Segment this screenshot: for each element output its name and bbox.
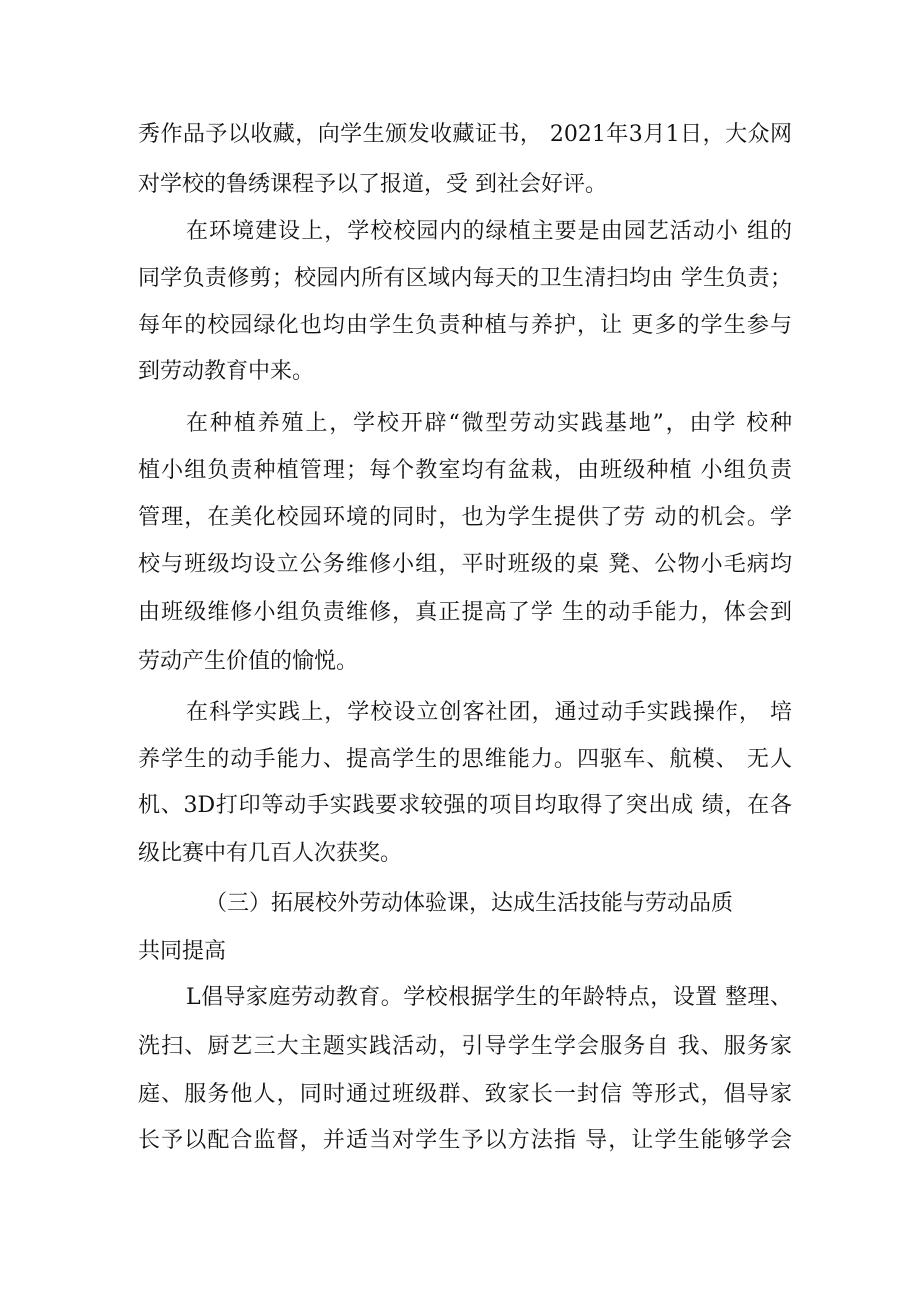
paragraph-line: 在种植养殖上，学校开辟“微型劳动实践基地”，由学 校种	[186, 411, 792, 436]
paragraph-line: 洗扫、厨艺三大主题实践活动，引导学生学会服务自 我、服务家	[138, 1034, 792, 1059]
paragraph-line: 校与班级均设立公务维修小组，平时班级的桌 凳、公物小毛病均	[138, 552, 792, 577]
paragraph-line: 到劳动教育中来。	[138, 359, 315, 384]
paragraph-line: 每年的校园绿化也均由学生负责种植与养护，让 更多的学生参与	[138, 313, 792, 338]
paragraph-line: 劳动产生价值的愉悦。	[138, 649, 359, 674]
section-heading-continuation: 共同提高	[138, 939, 227, 964]
paragraph-line: 秀作品予以收藏，向学生颁发收藏证书， 2021年3月1日，大众网	[138, 122, 792, 147]
paragraph-line: 在环境建设上，学校校园内的绿植主要是由园艺活动小 组的	[186, 219, 792, 244]
paragraph-line: 养学生的动手能力、提高学生的思维能力。四驱车、航模、 无人	[138, 747, 792, 772]
paragraph-line: 同学负责修剪；校园内所有区域内每天的卫生清扫均由 学生负责；	[138, 266, 792, 291]
paragraph-line: L倡导家庭劳动教育。学校根据学生的年龄特点，设置 整理、	[186, 985, 792, 1010]
paragraph-line: 级比赛中有几百人次获奖。	[138, 841, 403, 866]
paragraph-line: 长予以配合监督，并适当对学生予以方法指 导，让学生能够学会	[138, 1128, 792, 1153]
paragraph-line: 植小组负责种植管理；每个教室均有盆栽，由班级种植 小组负责	[138, 458, 792, 483]
paragraph-line: 管理，在美化校园环境的同时，也为学生提供了劳 动的机会。学	[138, 505, 792, 530]
section-heading: （三）拓展校外劳动体验课，达成生活技能与劳动品质	[205, 891, 734, 916]
paragraph-line: 由班级维修小组负责维修，真正提高了学 生的动手能力，体会到	[138, 600, 792, 625]
paragraph-line: 机、3D打印等动手实践要求较强的项目均取得了突出成 绩，在各	[138, 793, 792, 818]
paragraph-line: 在科学实践上，学校设立创客社团，通过动手实践操作， 培	[186, 700, 792, 725]
paragraph-line: 庭、服务他人，同时通过班级群、致家长一封信 等形式，倡导家	[138, 1082, 792, 1107]
paragraph-line: 对学校的鲁绣课程予以了报道，受 到社会好评。	[138, 172, 607, 197]
